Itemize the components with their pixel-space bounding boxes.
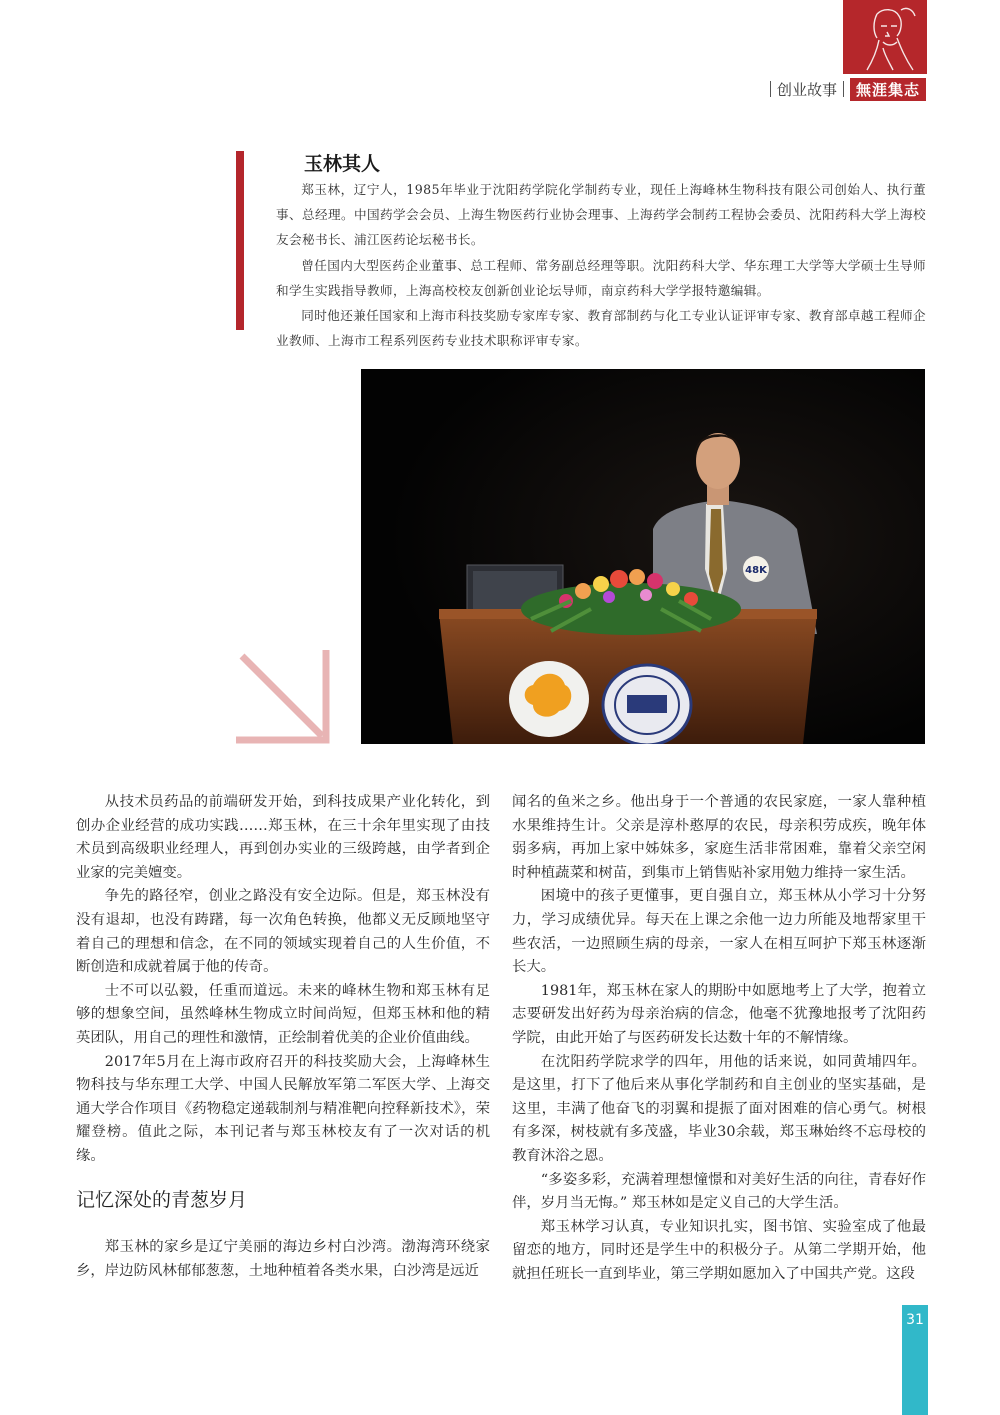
profile-paragraph: 曾任国内大型医药企业董事、总工程师、常务副总经理等职。沈阳药科大学、华东理工大学等大学硕士生导师和学生实践指导教师，上海高校校友创新创业论坛导师，南京药科大学学报特邀编辑。: [276, 257, 926, 298]
article-column-left-continued: [76, 1236, 490, 1283]
profile-text: [276, 177, 926, 353]
profile-paragraph: 郑玉林，辽宁人，1985年毕业于沈阳药学院化学制药专业，现任上海峰林生物科技有限公司创始人、执行董事、总经理。中国药学会会员、上海生物医药行业协会理事、上海药学会制药工程协会委员、沈阳药科大学上海校友会秘书长、浦江医药论坛秘书长。: [276, 182, 926, 248]
article-paragraph: 郑玉林学习认真，专业知识扎实，图书馆、实验室成了他最留恋的地方，同时还是学生中的积极分子。从第二学期开始，他就担任班长一直到毕业，第三学期如愿加入了中国共产党。这段: [512, 1218, 926, 1282]
article-paragraph: “多姿多彩，充满着理想憧憬和对美好生活的向往，青春好作伴，岁月当无悔。” 郑玉林如是定义自己的大学生活。: [512, 1171, 926, 1212]
article-paragraph: 困境中的孩子更懂事，更自强自立，郑玉林从小学习十分努力，学习成绩优异。每天在上课之余他一边力所能及地帮家里干些农活，一边照顾生病的母亲，一家人在相互呵护下郑玉林逐渐长大。: [512, 888, 926, 976]
page-number: 31: [906, 1312, 924, 1328]
article-paragraph: 1981年，郑玉林在家人的期盼中如愿地考上了大学，抱着立志要研发出好药为母亲治病的信念，他毫不犹豫地报考了沈阳药学院，由此开始了与医药研发长达数十年的不解情缘。: [512, 982, 926, 1046]
section-name: 创业故事: [776, 80, 837, 99]
article-column-right: [512, 791, 926, 1286]
article-paragraph: 士不可以弘毅，任重而道远。未来的峰林生物和郑玉林有足够的想象空间，虽然峰林生物成立时间尚短，但郑玉林和他的精英团队，用自己的理性和激情，正绘制着优美的企业价值曲线。: [76, 982, 490, 1046]
profile-title: 玉林其人: [304, 153, 381, 175]
article-paragraph: 郑玉林的家乡是辽宁美丽的海边乡村白沙湾。渤海湾环绕家乡，岸边防风林郁郁葱葱，土地种植着各类水果，白沙湾是远近: [76, 1239, 490, 1279]
speaker-badge: 48K: [745, 565, 767, 576]
section-heading: 记忆深处的青葱岁月: [76, 1189, 248, 1211]
profile-paragraph: 同时他还兼任国家和上海市科技奖励专家库专家、教育部制药与化工专业认证评审专家、教育部卓越工程师企业教师、上海市工程系列医药专业技术职称评审专家。: [276, 308, 926, 349]
divider: [843, 81, 844, 97]
magazine-logo: [843, 0, 927, 74]
profile-accent-bar: [236, 151, 244, 330]
speaker-photo: [361, 369, 925, 744]
divider: [770, 81, 771, 97]
section-label: [770, 78, 926, 100]
article-paragraph: 闻名的鱼米之乡。他出身于一个普通的农民家庭，一家人靠种植水果维持生计。父亲是淳朴憨厚的农民，母亲积劳成疾，晚年体弱多病，再加上家中姊妹多，家庭生活非常困难，靠着父亲空闲时种植蔬菜和树苗，到集市上销售贴补家用勉力维持一家生活。: [512, 794, 926, 881]
arrow-decoration-icon: [234, 648, 334, 748]
article-paragraph: 争先的路径窄，创业之路没有安全边际。但是，郑玉林没有没有退却，也没有踌躇，每一次角色转换，他都义无反顾地坚守着自己的理想和信念，在不同的领域实现着自己的人生价值，不断创造和成就着属于他的传奇。: [76, 888, 490, 976]
brand-name: 無涯集志: [850, 78, 926, 101]
article-paragraph: 在沈阳药学院求学的四年，用他的话来说，如同黄埔四年。是这里，打下了他后来从事化学制药和自主创业的坚实基础，是这里，丰满了他奋飞的羽翼和提振了面对困难的信心勇气。树根有多深，树枝就有多茂盛，毕业30余载，郑玉琳始终不忘母校的教育沐浴之恩。: [512, 1053, 926, 1164]
article-column-left: [76, 791, 490, 1169]
article-paragraph: 从技术员药品的前端研发开始，到科技成果产业化转化，到创办企业经营的成功实践……郑玉林，在三十余年里实现了由技术员到高级职业经理人，再到创办实业的三级跨越，由学者到企业家的完美嬗变。: [76, 794, 490, 881]
portrait-logo-icon: [843, 0, 927, 74]
article-paragraph: 2017年5月在上海市政府召开的科技奖励大会，上海峰林生物科技与华东理工大学、中国人民解放军第二军医大学、上海交通大学合作项目《药物稳定递载制剂与精准靶向控释新技术》，荣耀登榜。值此之际，本刊记者与郑玉林校友有了一次对话的机缘。: [76, 1053, 490, 1164]
